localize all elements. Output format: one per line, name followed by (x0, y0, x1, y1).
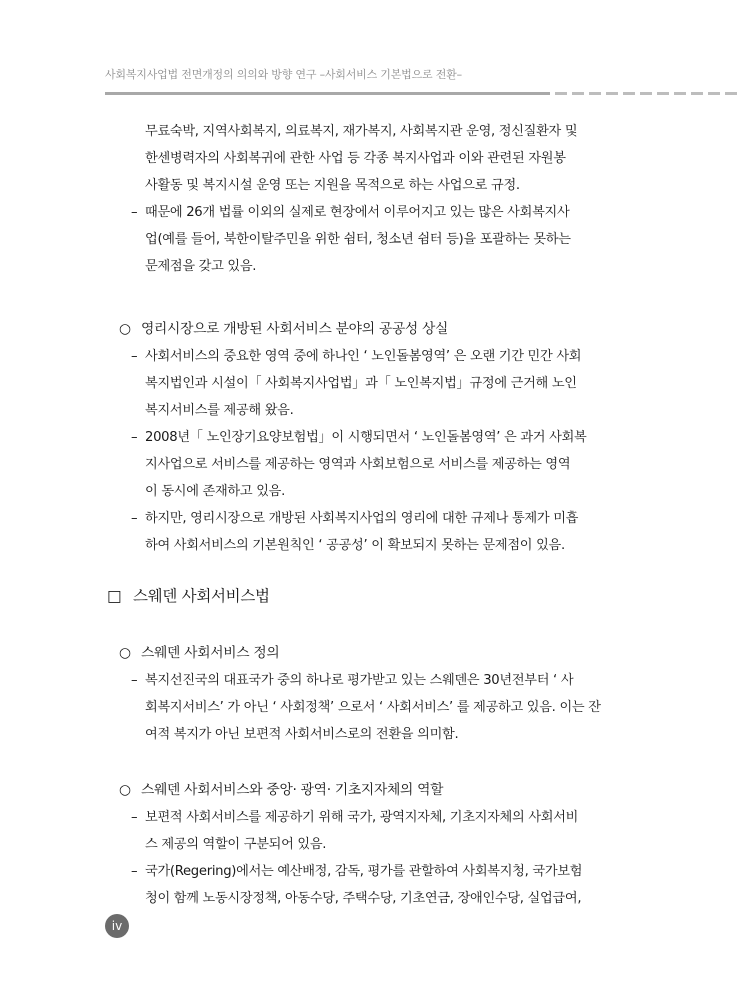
header-rule-dashed (555, 92, 738, 95)
header-rule-solid (105, 92, 550, 95)
text-line: 문제점을 갖고 있음. (145, 259, 257, 274)
text-line: 때문에 26개 법률 이외의 실제로 현장에서 이루어지고 있는 많은 사회복지사 (145, 205, 570, 220)
text-line: 복지법인과 시설이「 사회복지사업법」과「 노인복지법」규정에 근거해 노인 (145, 376, 577, 391)
circle-marker: ○ (119, 782, 131, 798)
text-line: 하지만, 영리시장으로 개방된 사회복지사업의 영리에 대한 규제나 통제가 미흡 (145, 511, 579, 526)
text-line: 복지서비스를 제공해 왔음. (145, 403, 294, 418)
text-line: 청이 함께 노동시장정책, 아동수당, 주택수당, 기초연금, 장애인수당, 실업급여, (145, 891, 582, 906)
dash-item (105, 505, 640, 532)
heading-text: 영리시장으로 개방된 사회서비스 분야의 공공성 상실 (141, 321, 449, 337)
dash-item (105, 343, 640, 370)
dash-item (105, 199, 640, 226)
text-line: 업(예를 들어, 북한이탈주민을 위한 쉼터, 청소년 쉼터 등)을 포괄하는 못하는 (145, 232, 571, 247)
dash-marker: – (131, 864, 138, 879)
circle-marker: ○ (119, 321, 131, 337)
spacer (105, 280, 640, 316)
text-line: 국가(Regering)에서는 예산배정, 감독, 평가를 관할하여 사회복지청, 국가보험 (145, 864, 583, 879)
text-line: 무료숙박, 지역사회복지, 의료복지, 재가복지, 사회복지관 운영, 정신질환자 및 (145, 124, 578, 139)
circle-heading (105, 316, 640, 343)
heading-text: 스웨덴 사회서비스 정의 (141, 645, 280, 661)
section-title: 스웨덴 사회서비스법 (133, 587, 270, 605)
heading-text: 스웨덴 사회서비스와 중앙· 광역· 기초지자체의 역할 (141, 782, 444, 798)
text-line: 이 동시에 존재하고 있음. (145, 484, 285, 499)
text-line: 복지선진국의 대표국가 중의 하나로 평가받고 있는 스웨덴은 30년전부터 ‘ 사 (145, 673, 574, 688)
dash-marker: – (131, 673, 138, 688)
circle-heading (105, 640, 640, 667)
text-line: 한센병력자의 사회복귀에 관한 사업 등 각종 복지사업과 이와 관련된 자원봉 (145, 151, 566, 166)
circle-marker: ○ (119, 645, 131, 661)
text-line: 하여 사회서비스의 기본원칙인 ‘ 공공성’ 이 확보되지 못하는 문제점이 있음. (145, 538, 565, 553)
dash-marker: – (131, 205, 138, 220)
text-line: 사활동 및 복지시설 운영 또는 지원을 목적으로 하는 사업으로 규정. (145, 178, 520, 193)
text-line: 여적 복지가 아닌 보편적 사회서비스로의 전환을 의미함. (145, 727, 459, 742)
text-line: 회복지서비스’ 가 아닌 ‘ 사회정책’ 으로서 ‘ 사회서비스’ 를 제공하고 있음. 이는 잔 (145, 700, 601, 715)
text-line: 스 제공의 역할이 구분되어 있음. (145, 837, 327, 852)
text-line: 보편적 사회서비스를 제공하기 위해 국가, 광역지자체, 기초지자체의 사회서비 (145, 810, 579, 825)
circle-heading (105, 777, 640, 804)
page-body (105, 118, 640, 912)
spacer (105, 559, 640, 583)
square-marker: □ (107, 587, 122, 605)
dash-marker: – (131, 430, 138, 445)
running-header: 사회복지사업법 전면개정의 의의와 방향 연구 –사회서비스 기본법으로 전환– (105, 68, 462, 81)
dash-item (105, 667, 640, 694)
text-line: 2008년「 노인장기요양보험법」이 시행되면서 ‘ 노인돌봄영역’ 은 과거 사회복 (145, 430, 587, 445)
text-line: 지사업으로 서비스를 제공하는 영역과 사회보험으로 서비스를 제공하는 영역 (145, 457, 571, 472)
dash-item (105, 424, 640, 451)
spacer (105, 610, 640, 640)
text-line: 사회서비스의 중요한 영역 중에 하나인 ‘ 노인돌봄영역’ 은 오랜 기간 민간 사회 (145, 349, 582, 364)
dash-item (105, 804, 640, 831)
spacer (105, 748, 640, 777)
page-number-badge: iv (105, 914, 129, 938)
dash-marker: – (131, 810, 138, 825)
dash-marker: – (131, 511, 138, 526)
dash-marker: – (131, 349, 138, 364)
square-heading (105, 583, 640, 610)
dash-item (105, 858, 640, 885)
